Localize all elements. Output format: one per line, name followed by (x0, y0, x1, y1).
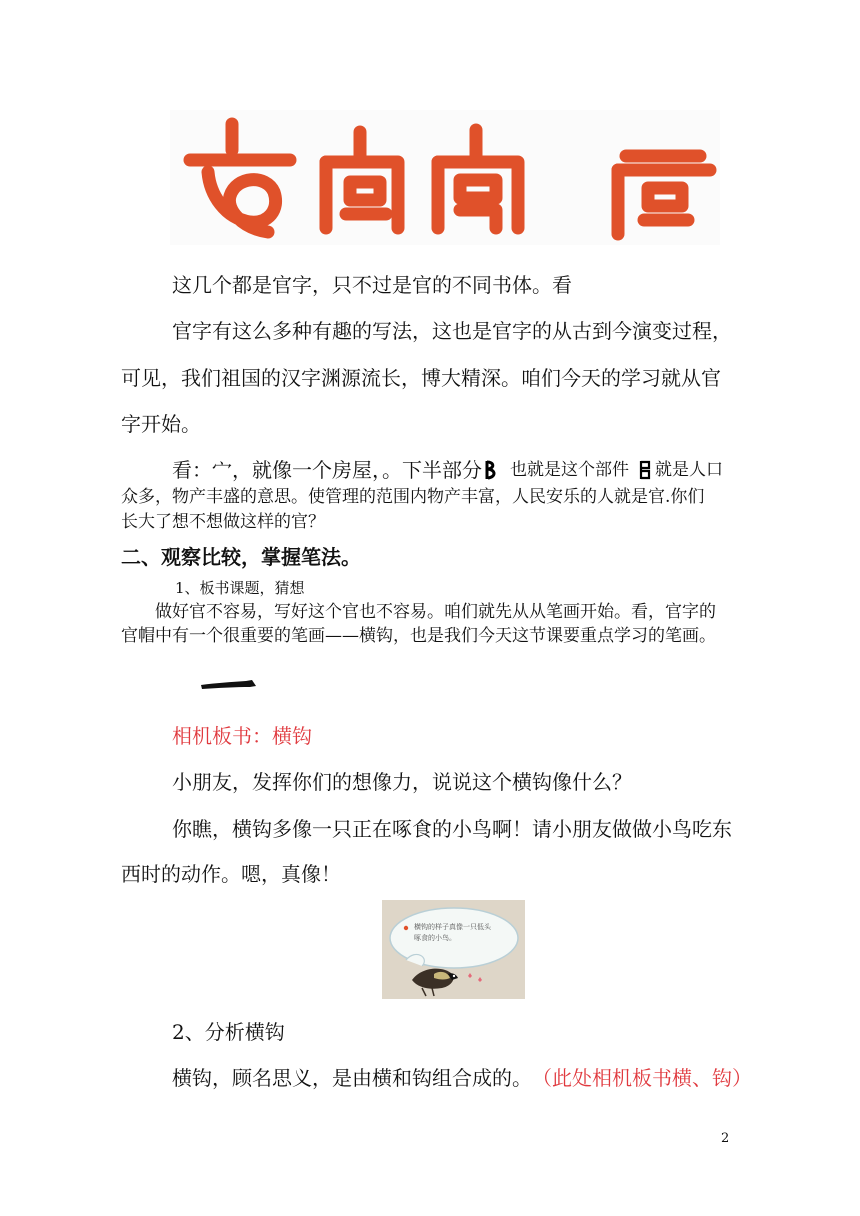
paragraph-radical-explanation-line3: 长大了想不想做这样的官？ (121, 512, 325, 532)
paragraph-radical-explanation-line2: 众多，物产丰盛的意思。使管理的范围内物产丰富，人民安乐的人就是官.你们 (121, 487, 705, 507)
item-2-title: 2、分析横钩 (172, 1020, 285, 1044)
page-number: 2 (721, 1131, 730, 1146)
guan-seal-forms-svg (170, 110, 720, 245)
bird-caption: 横钩的样子真像一只低头啄食的小鸟。 (414, 923, 491, 942)
bird-analogy-line2: 西时的动作。嗯，真像！ (121, 862, 341, 886)
lower-component-glyph (484, 459, 498, 481)
bird-illustration (382, 900, 525, 999)
item-1-title: 1、板书课题，猜想 (175, 579, 305, 597)
item-1-text-line2: 官帽中有一个很重要的笔画——横钩，也是我们今天这节课要重点学习的笔画。 (121, 626, 716, 646)
radical-text-part2: 也就是这个部件 (510, 460, 629, 480)
component-glyph (637, 459, 653, 481)
heng-gou-stroke-image (198, 672, 260, 696)
bird-analogy-line1: 你瞧，横钩多像一只正在啄食的小鸟啊！请小朋友做做小鸟吃东 (172, 817, 732, 841)
radical-text-part3: 就是人口 (655, 460, 723, 480)
camera-board-note: 相机板书：横钩 (172, 724, 312, 748)
radical-text-part1: 看：宀，就像一个房屋，。下半部分 (172, 458, 482, 482)
item-2-camera-note: （此处相机板书横、钩） (532, 1066, 752, 1090)
item-2-text-line (172, 1064, 752, 1092)
item-1-text-line1: 做好官不容易，写好这个官也不容易。咱们就先从从笔画开始。看，官字的 (155, 602, 716, 622)
paragraph-radical-explanation-line1 (172, 456, 723, 484)
guan-calligraphy-image (170, 110, 720, 245)
paragraph-evolution-line2: 可见，我们祖国的汉字渊源流长，博大精深。咱们今天的学习就从官 (121, 366, 721, 390)
paragraph-evolution-line3: 字开始。 (121, 412, 201, 436)
item-2-text: 横钩，顾名思义，是由横和钩组合成的。 (172, 1066, 532, 1090)
question-imagination: 小朋友，发挥你们的想像力，说说这个横钩像什么？ (172, 770, 632, 794)
paragraph-guan-intro: 这几个都是官字，只不过是官的不同书体。看 (172, 273, 572, 297)
section-heading: 二、观察比较，掌握笔法。 (121, 545, 361, 569)
paragraph-evolution-line1: 官字有这么多种有趣的写法，这也是官字的从古到今演变过程， (172, 319, 732, 343)
